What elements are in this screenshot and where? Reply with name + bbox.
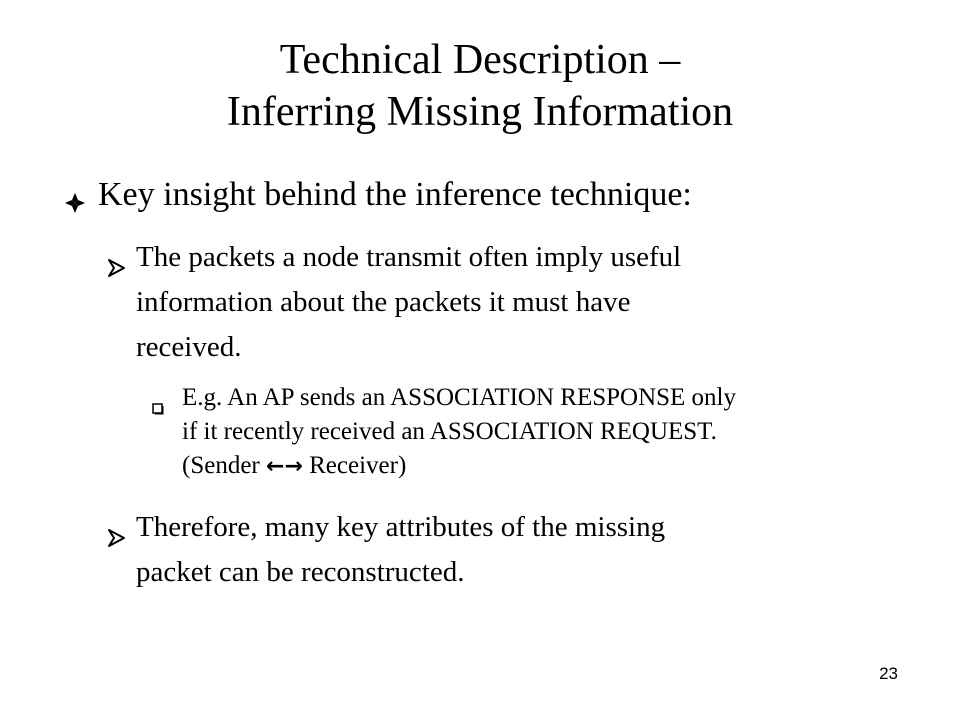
title-line-1: Technical Description –	[279, 37, 681, 83]
slide-title	[0, 34, 960, 138]
title-line-2: Inferring Missing Information	[226, 89, 734, 135]
sub-bullet-2-line-2: packet can be reconstructed.	[136, 556, 465, 588]
sub-bullet-therefore	[106, 505, 665, 595]
bullet-key-insight	[64, 175, 692, 224]
sub-sub-bullet-example	[152, 381, 736, 484]
sub-bullet-1-line-1: The packets a node transmit often imply useful	[136, 241, 682, 273]
example-line-3-pre: (Sender	[182, 452, 266, 479]
sub-bullet-packets-imply	[106, 235, 681, 370]
page-number: 23	[879, 664, 898, 683]
arrowhead-bullet-icon	[106, 235, 136, 292]
arrowhead-bullet-icon	[106, 505, 136, 562]
example-line-3	[182, 449, 736, 484]
sub-bullet-2-line-1: Therefore, many key attributes of the missing	[136, 511, 666, 543]
example-line-3-post: Receiver)	[302, 452, 407, 479]
example-line-1: E.g. An AP sends an ASSOCIATION RESPONSE only	[182, 384, 737, 411]
sub-bullet-1-line-3: received.	[136, 331, 242, 363]
sub-bullet-1-line-2: information about the packets it must have	[136, 286, 631, 318]
double-arrow-icon: ←→	[266, 454, 303, 479]
diamond-bullet-icon	[64, 175, 98, 224]
square-bullet-icon	[152, 381, 182, 425]
example-line-2: if it recently received an ASSOCIATION REQUEST.	[182, 418, 717, 445]
bullet-key-insight-text: Key insight behind the inference technique:	[98, 176, 692, 213]
